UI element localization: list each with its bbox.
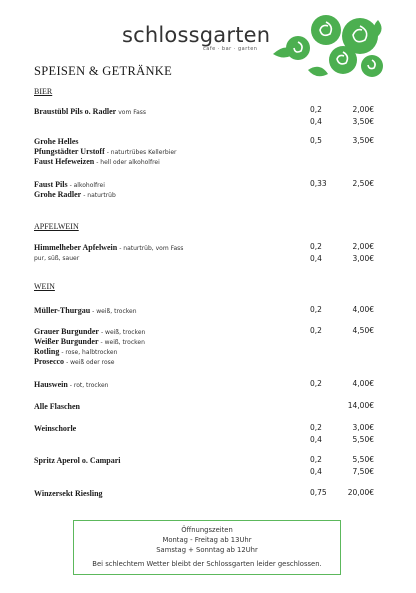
section-bier: BIER bbox=[34, 87, 53, 96]
item-desc: - naturtrübes Kellerbier bbox=[106, 149, 177, 156]
price-grohe-helles bbox=[353, 135, 374, 147]
vol-mueller bbox=[310, 304, 322, 316]
price: 5,50€ bbox=[352, 455, 374, 464]
vol-grauer bbox=[310, 325, 322, 337]
vol-faust-pils bbox=[310, 178, 327, 190]
vol-spritz bbox=[310, 454, 322, 478]
price: 3,50€ bbox=[352, 136, 374, 145]
price-grauer bbox=[353, 325, 374, 337]
vol: 0,4 bbox=[310, 435, 322, 444]
price: 14,00€ bbox=[347, 401, 374, 410]
item-spritz bbox=[34, 456, 121, 466]
item-name: Alle Flaschen bbox=[34, 402, 80, 411]
hours-weekdays: Montag - Freitag ab 13Uhr bbox=[162, 536, 252, 544]
item-desc: vom Fass bbox=[118, 109, 147, 116]
item-name: Grauer Burgunder bbox=[34, 327, 99, 336]
item-desc: - weiß, trocken bbox=[92, 308, 137, 315]
item-name: Winzersekt Riesling bbox=[34, 489, 103, 498]
price-braustuebl bbox=[353, 104, 374, 128]
price-himmelheber bbox=[353, 241, 374, 265]
item-desc: - naturtrüb bbox=[83, 192, 116, 199]
item-flaschen bbox=[34, 402, 80, 412]
item-name: Weinschorle bbox=[34, 424, 77, 433]
price: 4,50€ bbox=[352, 326, 374, 335]
item-schorle bbox=[34, 424, 76, 434]
item-prosecco bbox=[34, 357, 114, 368]
item-name: Braustübl Pils o. Radler bbox=[34, 107, 117, 116]
item-hauswein bbox=[34, 380, 108, 391]
price: 7,50€ bbox=[352, 467, 374, 476]
brand-name: schlossgarten bbox=[122, 23, 271, 47]
item-winzersekt bbox=[34, 489, 103, 499]
item-braustuebl bbox=[34, 107, 146, 118]
item-faust-hefe bbox=[34, 157, 160, 168]
item-name: Prosecco bbox=[34, 357, 65, 366]
item-desc: - weiß, trocken bbox=[100, 339, 145, 346]
price: 4,00€ bbox=[352, 305, 374, 314]
item-desc: - weiß oder rose bbox=[66, 359, 115, 366]
vol: 0,4 bbox=[310, 254, 322, 263]
item-name: Himmelheber Apfelwein bbox=[34, 243, 118, 252]
price: 2,50€ bbox=[352, 179, 374, 188]
vol: 0,75 bbox=[310, 488, 327, 497]
section-apfelwein: APFELWEIN bbox=[34, 222, 79, 231]
vol-himmelheber bbox=[310, 241, 322, 265]
item-desc: pur, süß, sauer bbox=[34, 255, 80, 262]
roses-icon bbox=[268, 8, 388, 86]
section-wein: WEIN bbox=[34, 282, 55, 291]
price-mueller bbox=[353, 304, 374, 316]
item-grohe-radler bbox=[34, 190, 116, 201]
vol: 0,33 bbox=[310, 179, 327, 188]
hours-weekend: Samstag + Sonntag ab 12Uhr bbox=[156, 546, 258, 554]
hours-heading: Öffnungszeiten bbox=[181, 526, 233, 534]
vol: 0,4 bbox=[310, 467, 322, 476]
vol: 0,5 bbox=[310, 136, 322, 145]
vol-winzersekt bbox=[310, 487, 327, 499]
vol-hauswein bbox=[310, 378, 322, 390]
vol: 0,2 bbox=[310, 305, 322, 314]
item-desc: - naturtrüb, vom Fass bbox=[119, 245, 184, 252]
vol-grohe-helles bbox=[310, 135, 322, 147]
page-title: SPEISEN & GETRÄNKE bbox=[34, 64, 173, 78]
price-faust-pils bbox=[353, 178, 374, 190]
price: 5,50€ bbox=[352, 435, 374, 444]
item-grohe-helles bbox=[34, 137, 79, 147]
item-name: Pfungstädter Urstoff bbox=[34, 147, 105, 156]
price-winzersekt bbox=[348, 487, 374, 499]
item-name: Grohe Helles bbox=[34, 137, 79, 146]
vol: 0,2 bbox=[310, 379, 322, 388]
price-flaschen bbox=[348, 400, 374, 412]
vol: 0,2 bbox=[310, 423, 322, 432]
vol: 0,2 bbox=[310, 455, 322, 464]
item-name: Spritz Aperol o. Campari bbox=[34, 456, 121, 465]
vol: 0,4 bbox=[310, 117, 322, 126]
price: 2,00€ bbox=[352, 105, 374, 114]
price: 2,00€ bbox=[352, 242, 374, 251]
price: 20,00€ bbox=[347, 488, 374, 497]
item-desc: - alkoholfrei bbox=[69, 182, 105, 189]
item-desc: - rose, halbtrocken bbox=[61, 349, 118, 356]
item-himmelheber-variants bbox=[34, 253, 79, 264]
vol-braustuebl bbox=[310, 104, 322, 128]
item-mueller bbox=[34, 306, 137, 317]
item-name: Faust Hefeweizen bbox=[34, 157, 95, 166]
item-desc: - weiß, trocken bbox=[100, 329, 146, 336]
item-name: Müller-Thurgau bbox=[34, 306, 91, 315]
price: 4,00€ bbox=[352, 379, 374, 388]
item-desc: - rot, trocken bbox=[69, 382, 109, 389]
hours-note: Bei schlechtem Wetter bleibt der Schlossgarten leider geschlossen. bbox=[92, 560, 322, 568]
item-desc: - hell oder alkoholfrei bbox=[96, 159, 160, 166]
price-hauswein bbox=[353, 378, 374, 390]
vol: 0,2 bbox=[310, 105, 322, 114]
vol: 0,2 bbox=[310, 242, 322, 251]
price: 3,50€ bbox=[352, 117, 374, 126]
price-schorle bbox=[353, 422, 374, 446]
vol-schorle bbox=[310, 422, 322, 446]
price-spritz bbox=[353, 454, 374, 478]
brand-subtitle: cafe · bar · garten bbox=[203, 46, 258, 52]
price: 3,00€ bbox=[352, 254, 374, 263]
vol: 0,2 bbox=[310, 326, 322, 335]
price: 3,00€ bbox=[352, 423, 374, 432]
item-name: Weißer Burgunder bbox=[34, 337, 99, 346]
opening-hours-box bbox=[73, 520, 341, 575]
item-name: Grohe Radler bbox=[34, 190, 82, 199]
item-name: Faust Pils bbox=[34, 180, 68, 189]
item-name: Rotling bbox=[34, 347, 60, 356]
item-name: Hauswein bbox=[34, 380, 68, 389]
